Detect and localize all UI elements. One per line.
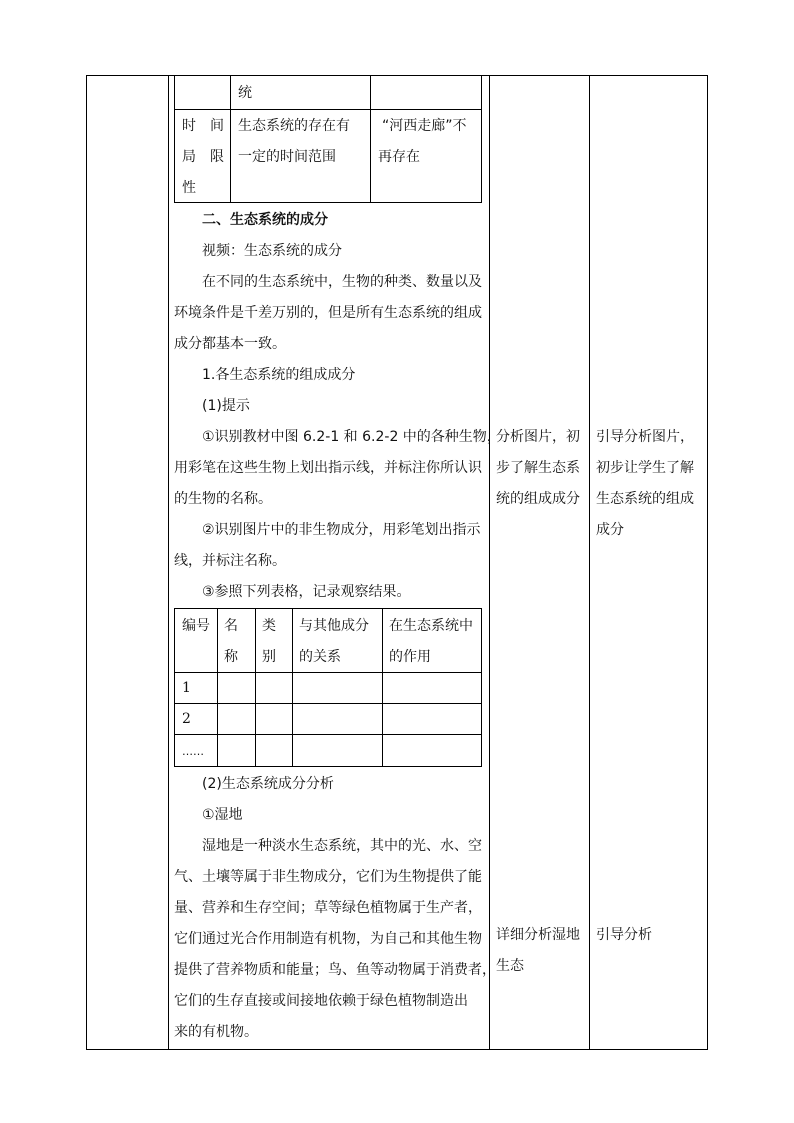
- row2-label-line2: 局 限: [182, 149, 224, 165]
- student-activity-1-line2: 步了解生态系: [496, 460, 580, 476]
- row2-example-line1: “河西走廊”不: [382, 118, 467, 134]
- item3-line: ③参照下列表格，记录观察结果。: [202, 584, 411, 600]
- header-category-line2: 别: [262, 649, 276, 665]
- teacher-guidance-2-line1: 引导分析: [596, 927, 652, 943]
- header-relation-line1: 与其他成分: [299, 618, 369, 634]
- section-heading: 二、生态系统的成分: [202, 212, 328, 228]
- para1-line2: 环境条件是千差万别的，但是所有生态系统的组成: [174, 305, 482, 321]
- para1-line1: 在不同的生态系统中，生物的种类、数量以及: [202, 274, 482, 290]
- frame-bottom-border: [86, 1049, 708, 1050]
- para2-line5: 提供了营养物质和能量；鸟、鱼等动物属于消费者，: [174, 962, 496, 978]
- student-activity-1-line1: 分析图片，初: [496, 429, 580, 445]
- col-divider-2: [489, 75, 490, 1050]
- row1-description: 统: [238, 85, 252, 101]
- video-line: 视频：生态系统的成分: [202, 243, 342, 259]
- col-divider-1: [168, 75, 169, 1050]
- para2-line3: 量、营养和生存空间；草等绿色植物属于生产者，: [174, 900, 482, 916]
- teacher-guidance-1-line4: 成分: [596, 522, 624, 538]
- header-number: 编号: [182, 618, 210, 634]
- row-number-2: 2: [182, 711, 191, 727]
- item1-line1: ①识别教材中图 6.2-1 和 6.2-2 中的各种生物，: [202, 429, 501, 445]
- row-number-3: ……: [182, 745, 204, 758]
- row2-label-line3: 性: [182, 180, 196, 196]
- student-activity-2-line1: 详细分析湿地: [496, 927, 580, 943]
- frame-left-border: [86, 75, 87, 1050]
- para2-line6: 它们的生存直接或间接地依赖于绿色植物制造出: [174, 993, 468, 1009]
- student-activity-1-line3: 统的组成成分: [496, 491, 580, 507]
- row2-description-line2: 一定的时间范围: [238, 149, 336, 165]
- teacher-guidance-1-line3: 生态系统的组成: [596, 491, 694, 507]
- subheading-2: (2)生态系统成分分析: [202, 776, 334, 792]
- item1-line2: 用彩笔在这些生物上划出指示线，并标注你所认识: [174, 460, 482, 476]
- item2-line1: ②识别图片中的非生物成分，用彩笔划出指示: [202, 522, 481, 538]
- para2-line2: 气、土壤等属于非生物成分，它们为生物提供了能: [174, 869, 482, 885]
- header-name-line1: 名: [224, 618, 238, 634]
- row2-description-line1: 生态系统的存在有: [238, 118, 350, 134]
- teacher-guidance-1-line1: 引导分析图片，: [596, 429, 694, 445]
- para2-line1: 湿地是一种淡水生态系统，其中的光、水、空: [202, 838, 482, 854]
- row2-example-line2: 再存在: [378, 149, 420, 165]
- row-number-1: 1: [182, 680, 191, 696]
- header-role-line2: 的作用: [389, 649, 431, 665]
- row2-label-line1: 时 间: [182, 118, 224, 134]
- subheading-1-1: (1)提示: [202, 398, 250, 414]
- para2-line4: 它们通过光合作用制造有机物，为自己和其他生物: [174, 931, 482, 947]
- frame-right-border: [707, 75, 708, 1050]
- subheading-1: 1.各生态系统的组成成分: [202, 367, 356, 383]
- item2-line2: 线，并标注名称。: [174, 553, 286, 569]
- header-category-line1: 类: [262, 618, 276, 634]
- col-divider-3: [589, 75, 590, 1050]
- header-role-line1: 在生态系统中: [389, 618, 473, 634]
- teacher-guidance-1-line2: 初步让学生了解: [596, 460, 694, 476]
- header-relation-line2: 的关系: [299, 649, 341, 665]
- item1-line3: 的生物的名称。: [174, 491, 272, 507]
- student-activity-2-line2: 生态: [496, 958, 524, 974]
- header-name-line2: 称: [224, 649, 238, 665]
- para2-line7: 来的有机物。: [174, 1024, 258, 1040]
- para1-line3: 成分都基本一致。: [174, 336, 286, 352]
- subheading-2-1: ①湿地: [202, 807, 243, 823]
